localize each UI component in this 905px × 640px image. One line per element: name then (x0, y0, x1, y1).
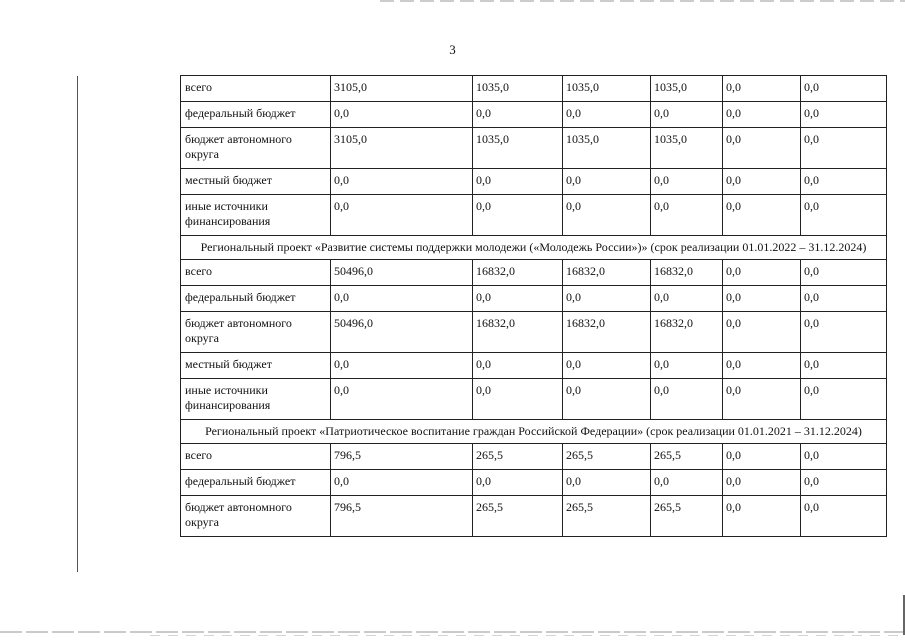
value-cell: 1035,0 (651, 76, 723, 102)
value-cell: 0,0 (723, 379, 801, 420)
value-cell: 265,5 (651, 444, 723, 470)
value-cell: 0,0 (331, 470, 473, 496)
row-label: всего (181, 260, 331, 286)
value-cell: 0,0 (723, 496, 801, 537)
value-cell: 1035,0 (563, 76, 651, 102)
value-cell: 16832,0 (473, 260, 563, 286)
value-cell: 16832,0 (563, 260, 651, 286)
table-row (181, 169, 887, 195)
value-cell: 0,0 (331, 286, 473, 312)
value-cell: 265,5 (473, 444, 563, 470)
row-label: местный бюджет (181, 353, 331, 379)
table-row (181, 195, 887, 236)
value-cell: 0,0 (563, 195, 651, 236)
value-cell: 0,0 (801, 102, 887, 128)
row-label: всего (181, 76, 331, 102)
value-cell: 0,0 (723, 312, 801, 353)
row-label: всего (181, 444, 331, 470)
value-cell: 0,0 (801, 444, 887, 470)
value-cell: 0,0 (801, 195, 887, 236)
table-row (181, 102, 887, 128)
value-cell: 1035,0 (473, 128, 563, 169)
value-cell: 0,0 (723, 260, 801, 286)
value-cell: 0,0 (651, 286, 723, 312)
value-cell: 1035,0 (651, 128, 723, 169)
value-cell: 0,0 (473, 286, 563, 312)
value-cell: 1035,0 (473, 76, 563, 102)
value-cell: 0,0 (723, 286, 801, 312)
value-cell: 0,0 (473, 470, 563, 496)
table-row (181, 286, 887, 312)
value-cell: 796,5 (331, 496, 473, 537)
value-cell: 3105,0 (331, 76, 473, 102)
value-cell: 0,0 (801, 312, 887, 353)
value-cell: 0,0 (563, 470, 651, 496)
value-cell: 0,0 (651, 169, 723, 195)
value-cell: 0,0 (723, 444, 801, 470)
table-row (181, 128, 887, 169)
value-cell: 0,0 (723, 195, 801, 236)
value-cell: 0,0 (473, 195, 563, 236)
value-cell: 265,5 (563, 444, 651, 470)
project-title: Региональный проект «Развитие системы поддержки молодежи («Молодежь России»)» (срок реализации 01.01.2022 – 31.12.2024) (181, 236, 887, 260)
value-cell: 796,5 (331, 444, 473, 470)
value-cell: 0,0 (473, 169, 563, 195)
row-label: федеральный бюджет (181, 286, 331, 312)
value-cell: 0,0 (723, 353, 801, 379)
value-cell: 16832,0 (473, 312, 563, 353)
value-cell: 16832,0 (651, 260, 723, 286)
value-cell: 0,0 (563, 353, 651, 379)
project-title: Региональный проект «Патриотическое воспитание граждан Российской Федерации» (срок реализации 01.01.2021 – 31.12.2024) (181, 420, 887, 444)
page-number: 3 (449, 42, 456, 57)
value-cell: 0,0 (473, 353, 563, 379)
table-row (181, 444, 887, 470)
value-cell: 1035,0 (563, 128, 651, 169)
table-row (181, 76, 887, 102)
value-cell: 0,0 (473, 379, 563, 420)
row-label: иные источники финансирования (181, 195, 331, 236)
value-cell: 0,0 (723, 128, 801, 169)
value-cell: 0,0 (651, 195, 723, 236)
budget-table (180, 75, 887, 537)
value-cell: 0,0 (801, 379, 887, 420)
value-cell: 265,5 (563, 496, 651, 537)
value-cell: 0,0 (723, 470, 801, 496)
value-cell: 0,0 (331, 169, 473, 195)
value-cell: 50496,0 (331, 260, 473, 286)
value-cell: 0,0 (801, 286, 887, 312)
value-cell: 0,0 (331, 102, 473, 128)
scan-artifact-top (380, 0, 905, 2)
value-cell: 0,0 (801, 470, 887, 496)
budget-table-body (181, 76, 887, 537)
value-cell: 0,0 (563, 379, 651, 420)
scan-artifact-bottom (0, 631, 905, 633)
value-cell: 3105,0 (331, 128, 473, 169)
table-row (181, 312, 887, 353)
value-cell: 0,0 (563, 286, 651, 312)
row-label: иные источники финансирования (181, 379, 331, 420)
value-cell: 16832,0 (651, 312, 723, 353)
value-cell: 0,0 (801, 128, 887, 169)
table-row (181, 260, 887, 286)
table-row (181, 470, 887, 496)
row-label: бюджет автономного округа (181, 312, 331, 353)
row-label: местный бюджет (181, 169, 331, 195)
project-header-row (181, 236, 887, 260)
value-cell: 0,0 (801, 76, 887, 102)
row-label: бюджет автономного округа (181, 128, 331, 169)
value-cell: 0,0 (473, 102, 563, 128)
scan-artifact-bottom-2 (150, 635, 905, 636)
table-row (181, 496, 887, 537)
value-cell: 0,0 (801, 353, 887, 379)
row-label: федеральный бюджет (181, 102, 331, 128)
value-cell: 0,0 (331, 379, 473, 420)
margin-line (77, 76, 78, 572)
value-cell: 265,5 (651, 496, 723, 537)
value-cell: 0,0 (651, 470, 723, 496)
value-cell: 0,0 (723, 169, 801, 195)
value-cell: 0,0 (801, 169, 887, 195)
value-cell: 0,0 (651, 353, 723, 379)
value-cell: 0,0 (563, 102, 651, 128)
table-row (181, 353, 887, 379)
value-cell: 0,0 (331, 353, 473, 379)
value-cell: 16832,0 (563, 312, 651, 353)
value-cell: 0,0 (563, 169, 651, 195)
value-cell: 0,0 (331, 195, 473, 236)
row-label: бюджет автономного округа (181, 496, 331, 537)
row-label: федеральный бюджет (181, 470, 331, 496)
value-cell: 0,0 (723, 76, 801, 102)
value-cell: 265,5 (473, 496, 563, 537)
value-cell: 0,0 (801, 260, 887, 286)
table-row (181, 379, 887, 420)
value-cell: 0,0 (651, 379, 723, 420)
value-cell: 0,0 (801, 496, 887, 537)
value-cell: 50496,0 (331, 312, 473, 353)
project-header-row (181, 420, 887, 444)
value-cell: 0,0 (651, 102, 723, 128)
value-cell: 0,0 (723, 102, 801, 128)
